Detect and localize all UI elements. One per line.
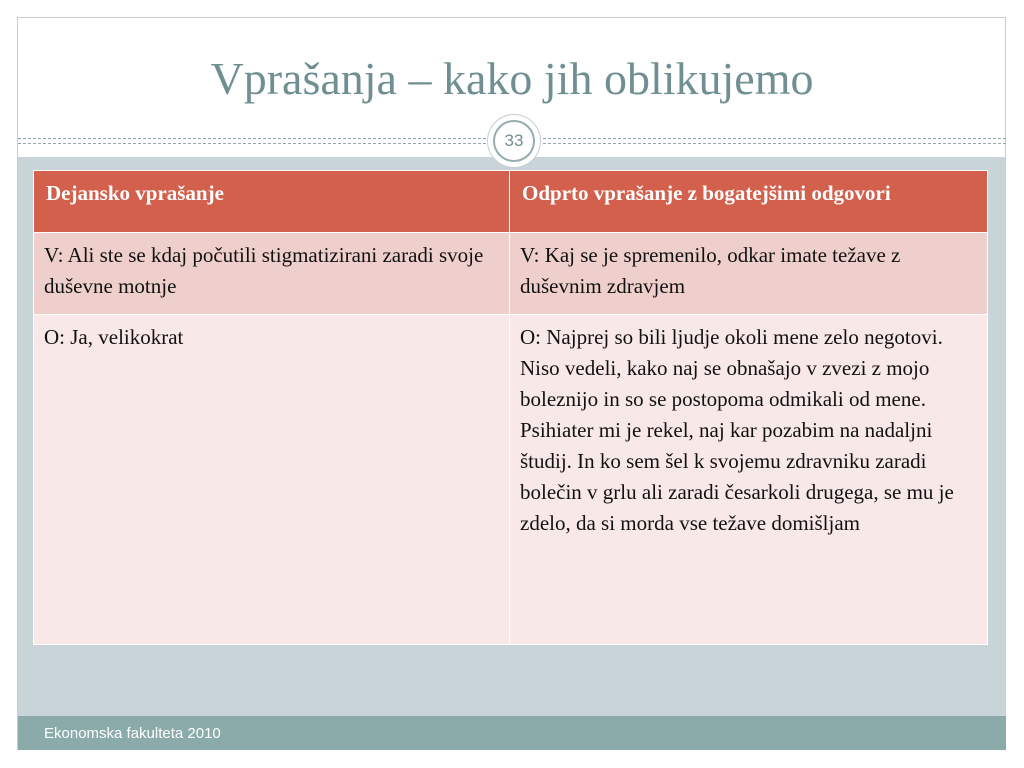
cell-question-actual: V: Ali ste se kdaj počutili stigmatizirani zaradi svoje duševne motnje bbox=[34, 233, 510, 315]
table-row bbox=[34, 315, 988, 645]
header-actual-question: Dejansko vprašanje bbox=[34, 171, 510, 233]
header-open-question: Odprto vprašanje z bogatejšimi odgovori bbox=[510, 171, 988, 233]
footer-bar bbox=[18, 716, 1006, 750]
questions-table bbox=[33, 170, 988, 645]
table-row bbox=[34, 233, 988, 315]
footer-text: Ekonomska fakulteta 2010 bbox=[44, 724, 221, 742]
cell-answer-open: O: Najprej so bili ljudje okoli mene zelo negotovi. Niso vedeli, kako naj se obnašajo v zvezi z mojo boleznijo in so se postopoma odmikali od mene. Psihiater mi je rekel, naj kar pozabim na nadaljni študij. In ko sem šel k svojemu zdravniku zaradi bolečin v grlu ali zaradi česarkoli drugega, se mu je zdelo, da si morda vse težave domišljam bbox=[510, 315, 988, 645]
cell-answer-actual: O: Ja, velikokrat bbox=[34, 315, 510, 645]
slide-title: Vprašanja – kako jih oblikujemo bbox=[210, 53, 814, 104]
table-header-row bbox=[34, 171, 988, 233]
cell-question-open: V: Kaj se je spremenilo, odkar imate težave z duševnim zdravjem bbox=[510, 233, 988, 315]
slide-number: 33 bbox=[493, 120, 535, 162]
